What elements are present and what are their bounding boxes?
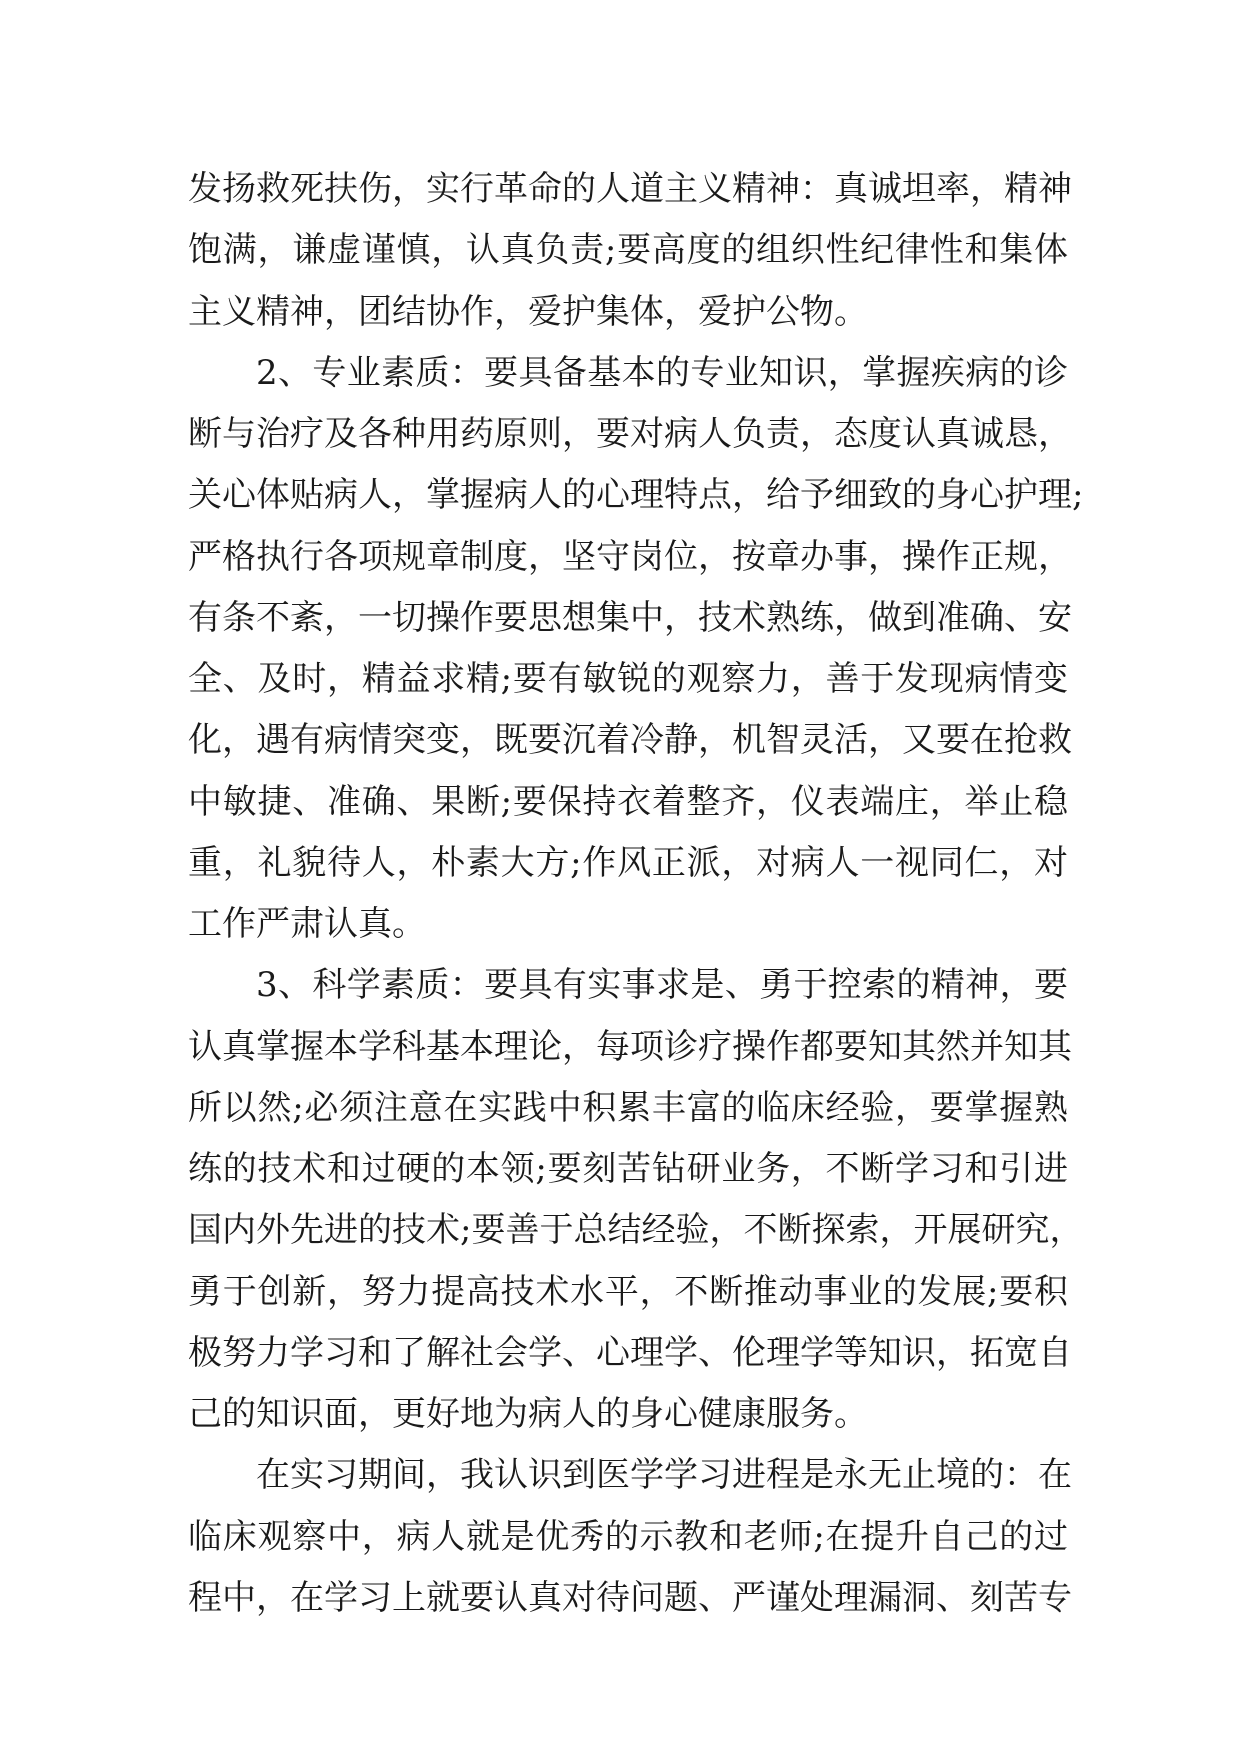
text-line: 有条不紊，一切操作要思想集中，技术熟练，做到准确、安 bbox=[188, 597, 1072, 638]
text-line: 国内外先进的技术;要善于总结经验，不断探索，开展研究， bbox=[188, 1210, 1084, 1251]
text-line: 严格执行各项规章制度，坚守岗位，按章办事，操作正规， bbox=[188, 536, 1072, 577]
text-line: 极努力学习和了解社会学、心理学、伦理学等知识，拓宽自 bbox=[188, 1332, 1072, 1373]
text-line: 认真掌握本学科基本理论，每项诊疗操作都要知其然并知其 bbox=[188, 1026, 1072, 1067]
text-line: 2、专业素质：要具备基本的专业知识，掌握疾病的诊 bbox=[256, 352, 1068, 393]
text-line: 发扬救死扶伤，实行革命的人道主义精神：真诚坦率，精神 bbox=[188, 169, 1072, 209]
text-line: 3、科学素质：要具有实事求是、勇于控索的精神，要 bbox=[256, 965, 1068, 1006]
text-line: 工作严肃认真。 bbox=[188, 904, 426, 944]
text-line: 重，礼貌待人，朴素大方;作风正派，对病人一视同仁，对 bbox=[188, 842, 1068, 883]
text-line: 饱满，谦虚谨慎，认真负责;要高度的组织性纪律性和集体 bbox=[188, 230, 1068, 271]
text-line: 己的知识面，更好地为病人的身心健康服务。 bbox=[188, 1394, 868, 1434]
text-line: 关心体贴病人，掌握病人的心理特点，给予细致的身心护理; bbox=[188, 475, 1084, 516]
text-line: 化，遇有病情突变，既要沉着冷静，机智灵活，又要在抢救 bbox=[188, 720, 1072, 761]
text-line: 断与治疗及各种用药原则，要对病人负责，态度认真诚恳， bbox=[188, 414, 1072, 454]
text-line: 全、及时，精益求精;要有敏锐的观察力，善于发现病情变 bbox=[188, 659, 1068, 699]
text-line: 程中，在学习上就要认真对待问题、严谨处理漏洞、刻苦专 bbox=[188, 1577, 1072, 1618]
document-body bbox=[188, 159, 1084, 1629]
text-line: 在实习期间，我认识到医学学习进程是永无止境的：在 bbox=[256, 1455, 1072, 1496]
text-line: 练的技术和过硬的本领;要刻苦钻研业务，不断学习和引进 bbox=[188, 1149, 1069, 1189]
text-line: 主义精神，团结协作，爱护集体，爱护公物。 bbox=[188, 291, 868, 332]
text-line: 所以然;必须注意在实践中积累丰富的临床经验，要掌握熟 bbox=[188, 1087, 1068, 1128]
text-line: 中敏捷、准确、果断;要保持衣着整齐，仪表端庄，举止稳 bbox=[188, 781, 1068, 822]
text-line: 临床观察中，病人就是优秀的示教和老师;在提升自己的过 bbox=[188, 1516, 1068, 1557]
text-line: 勇于创新，努力提高技术水平，不断推动事业的发展;要积 bbox=[188, 1271, 1068, 1312]
